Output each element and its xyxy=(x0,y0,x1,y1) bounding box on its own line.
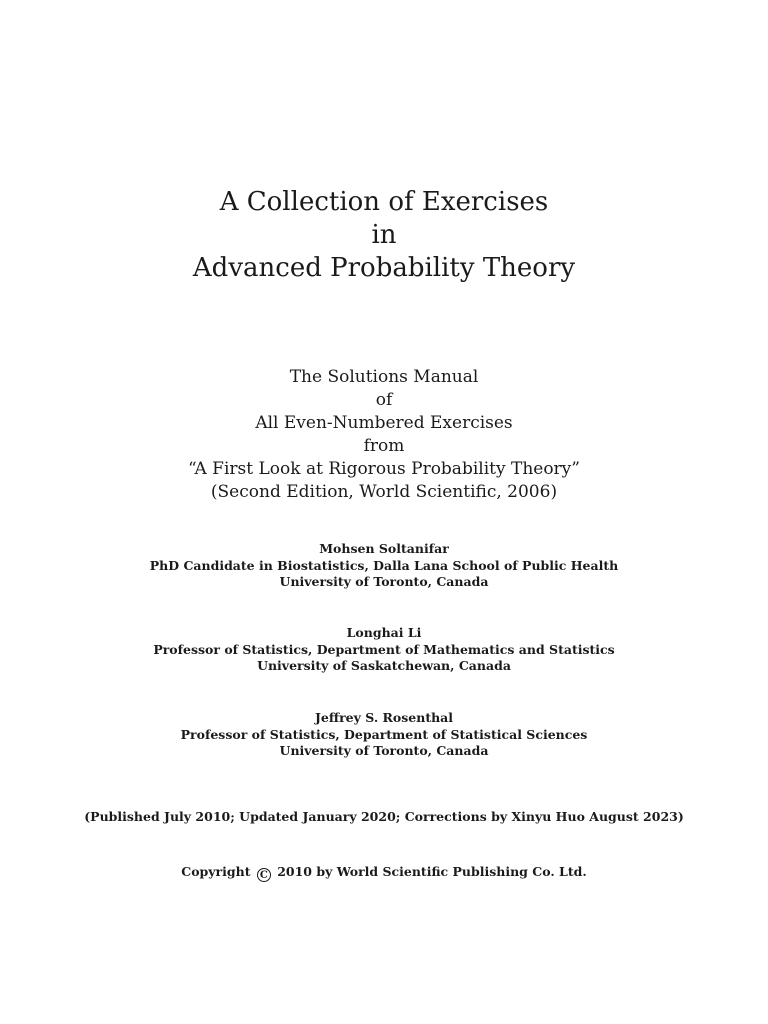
subtitle-line: All Even-Numbered Exercises xyxy=(255,413,513,433)
copyright-prefix: Copyright xyxy=(181,863,251,879)
subtitle-line: from xyxy=(363,436,405,456)
subtitle-line: (Second Edition, World Scientific, 2006) xyxy=(210,482,558,502)
document-subtitle xyxy=(0,366,768,504)
author-position: PhD Candidate in Biostatistics, Dalla Lana School of Public Health xyxy=(149,557,619,573)
title-line: Advanced Probability Theory xyxy=(192,253,576,283)
copyright-notice xyxy=(0,863,768,882)
subtitle-line: “A First Look at Rigorous Probability Theory” xyxy=(188,459,580,479)
author-position: Professor of Statistics, Department of Mathematics and Statistics xyxy=(153,641,615,657)
subtitle-line: of xyxy=(375,390,393,410)
document-title xyxy=(0,186,768,285)
author-institution: University of Toronto, Canada xyxy=(279,574,489,589)
copyright-icon: C xyxy=(257,868,271,882)
author-institution: University of Saskatchewan, Canada xyxy=(257,658,511,673)
author-institution: University of Toronto, Canada xyxy=(279,743,489,758)
author-block xyxy=(0,625,768,675)
author-name: Mohsen Soltanifar xyxy=(319,541,449,556)
author-name: Longhai Li xyxy=(346,625,422,640)
author-block xyxy=(0,710,768,760)
author-block xyxy=(0,541,768,591)
title-line: in xyxy=(371,220,397,250)
subtitle-line: The Solutions Manual xyxy=(289,367,479,387)
author-name: Jeffrey S. Rosenthal xyxy=(314,710,454,725)
publication-note: (Published July 2010; Updated January 2020; Corrections by Xinyu Huo August 2023) xyxy=(84,808,684,824)
author-position: Professor of Statistics, Department of Statistical Sciences xyxy=(180,726,588,742)
title-line: A Collection of Exercises xyxy=(219,187,549,217)
copyright-text: 2010 by World Scientific Publishing Co. Ltd. xyxy=(277,863,587,879)
